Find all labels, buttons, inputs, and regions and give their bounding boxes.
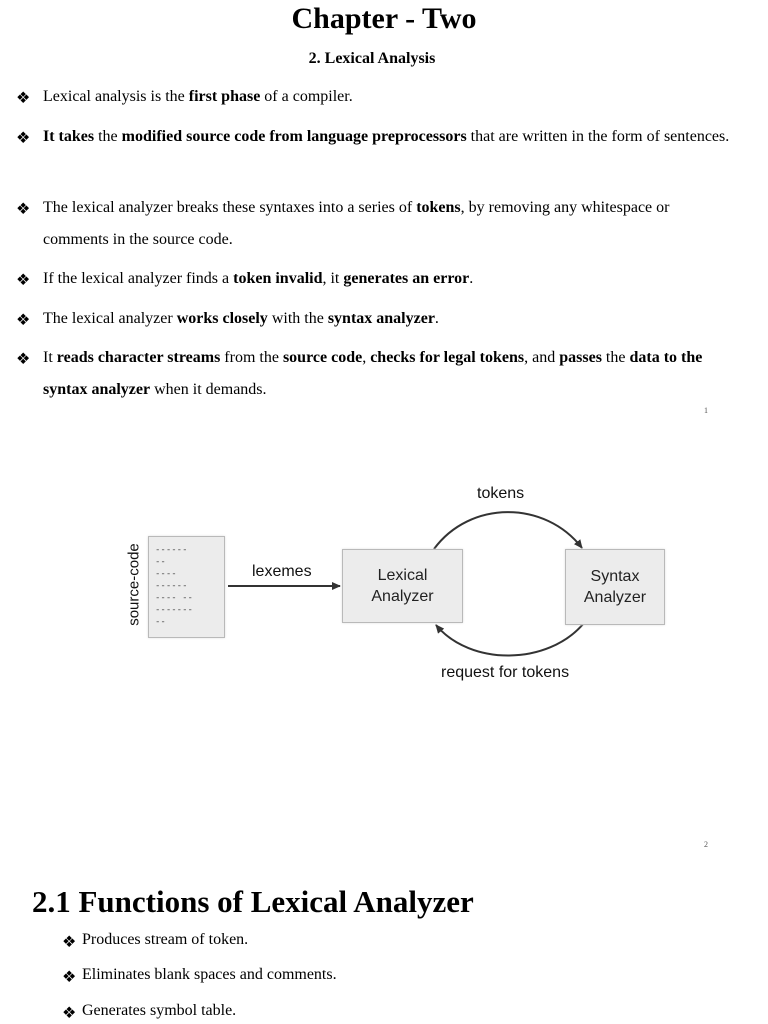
request-for-tokens-label: request for tokens	[441, 664, 570, 681]
text-run: The lexical analyzer	[43, 310, 177, 327]
lexical-analyzer-box	[342, 549, 463, 623]
source-line: ------	[155, 545, 188, 555]
syntax-analyzer-label-line2: Analyzer	[583, 589, 647, 606]
source-line: ----	[155, 569, 177, 579]
bold-text: passes	[559, 349, 602, 366]
lexical-analyzer-label-line1: Lexical	[377, 567, 428, 584]
text-run: .	[434, 310, 439, 327]
text-run: Lexical analysis is the	[43, 88, 189, 105]
source-code-label: source-code	[125, 543, 143, 626]
bullet-icon: ❖	[16, 351, 31, 368]
request-arrow	[436, 623, 584, 656]
section-title: 2. Lexical Analysis	[308, 50, 436, 67]
bullet-item	[43, 192, 733, 256]
source-line: --	[155, 617, 166, 627]
chapter-title: Chapter - Two	[291, 2, 477, 35]
tokens-arrow	[434, 512, 582, 549]
bullet-icon: ❖	[16, 130, 31, 147]
bullet-item	[43, 263, 733, 295]
source-line: ------	[155, 581, 188, 591]
lexical-analysis-diagram	[0, 470, 768, 700]
text-run: of a compiler.	[260, 88, 353, 105]
lexemes-label: lexemes	[252, 563, 312, 580]
bold-text: modified source code from language preprocessors	[121, 128, 467, 145]
bullet-icon: ❖	[16, 90, 31, 107]
text-run: the	[601, 349, 630, 366]
bullet-item	[43, 81, 733, 113]
bold-text: It takes	[43, 128, 95, 145]
syntax-analyzer-box	[565, 549, 665, 625]
tokens-label: tokens	[477, 485, 525, 502]
source-line: --	[155, 557, 166, 567]
bullet-icon: ❖	[62, 1005, 77, 1022]
bold-text: token invalid	[233, 270, 323, 287]
syntax-analyzer-label-line1: Syntax	[590, 568, 640, 585]
bullet-icon: ❖	[62, 934, 77, 951]
bullet-icon: ❖	[16, 312, 31, 329]
text-run: with the	[267, 310, 328, 327]
text-run: ,	[362, 349, 371, 366]
bullet-icon: ❖	[62, 969, 77, 986]
bold-text: checks for legal tokens	[370, 349, 525, 366]
bold-text: works closely	[176, 310, 268, 327]
text-run: from the	[220, 349, 283, 366]
page-number: 2	[704, 840, 708, 849]
bold-text: data to the syntax analyzer	[43, 349, 703, 398]
bullet-item	[43, 303, 733, 335]
text-run: , by removing any whitespace or comments in the source code.	[43, 199, 670, 248]
text-run: , it	[322, 270, 344, 287]
text-run: .	[469, 270, 474, 287]
function-item: Eliminates blank spaces and comments.	[82, 966, 337, 983]
bold-text: source code	[282, 349, 363, 366]
text-run: If the lexical analyzer finds a	[43, 270, 234, 287]
lexical-analyzer-label-line2: Analyzer	[371, 588, 434, 605]
text-run: , and	[524, 349, 560, 366]
bold-text: first phase	[188, 88, 261, 105]
bold-text: syntax analyzer	[327, 310, 435, 327]
text-run: The lexical analyzer breaks these syntaxes into a series of	[43, 199, 417, 216]
text-run: that are written in the form of sentences.	[466, 128, 730, 145]
bold-text: reads character streams	[56, 349, 221, 366]
bold-text: generates an error	[343, 270, 470, 287]
functions-heading: 2.1 Functions of Lexical Analyzer	[32, 884, 474, 919]
bold-text: tokens	[416, 199, 461, 216]
source-line: -------	[155, 605, 193, 615]
bullet-item	[43, 342, 733, 406]
bullet-item	[43, 121, 733, 153]
page-number: 1	[704, 406, 708, 415]
source-code-box	[148, 536, 225, 638]
function-item: Generates symbol table.	[82, 1002, 237, 1019]
bullet-icon: ❖	[16, 201, 31, 218]
text-run: the	[94, 128, 122, 145]
source-line: ---- --	[155, 593, 193, 603]
bullet-icon: ❖	[16, 272, 31, 289]
function-item: Produces stream of token.	[82, 931, 249, 948]
text-run: It	[43, 349, 57, 366]
text-run: when it demands.	[150, 381, 267, 398]
